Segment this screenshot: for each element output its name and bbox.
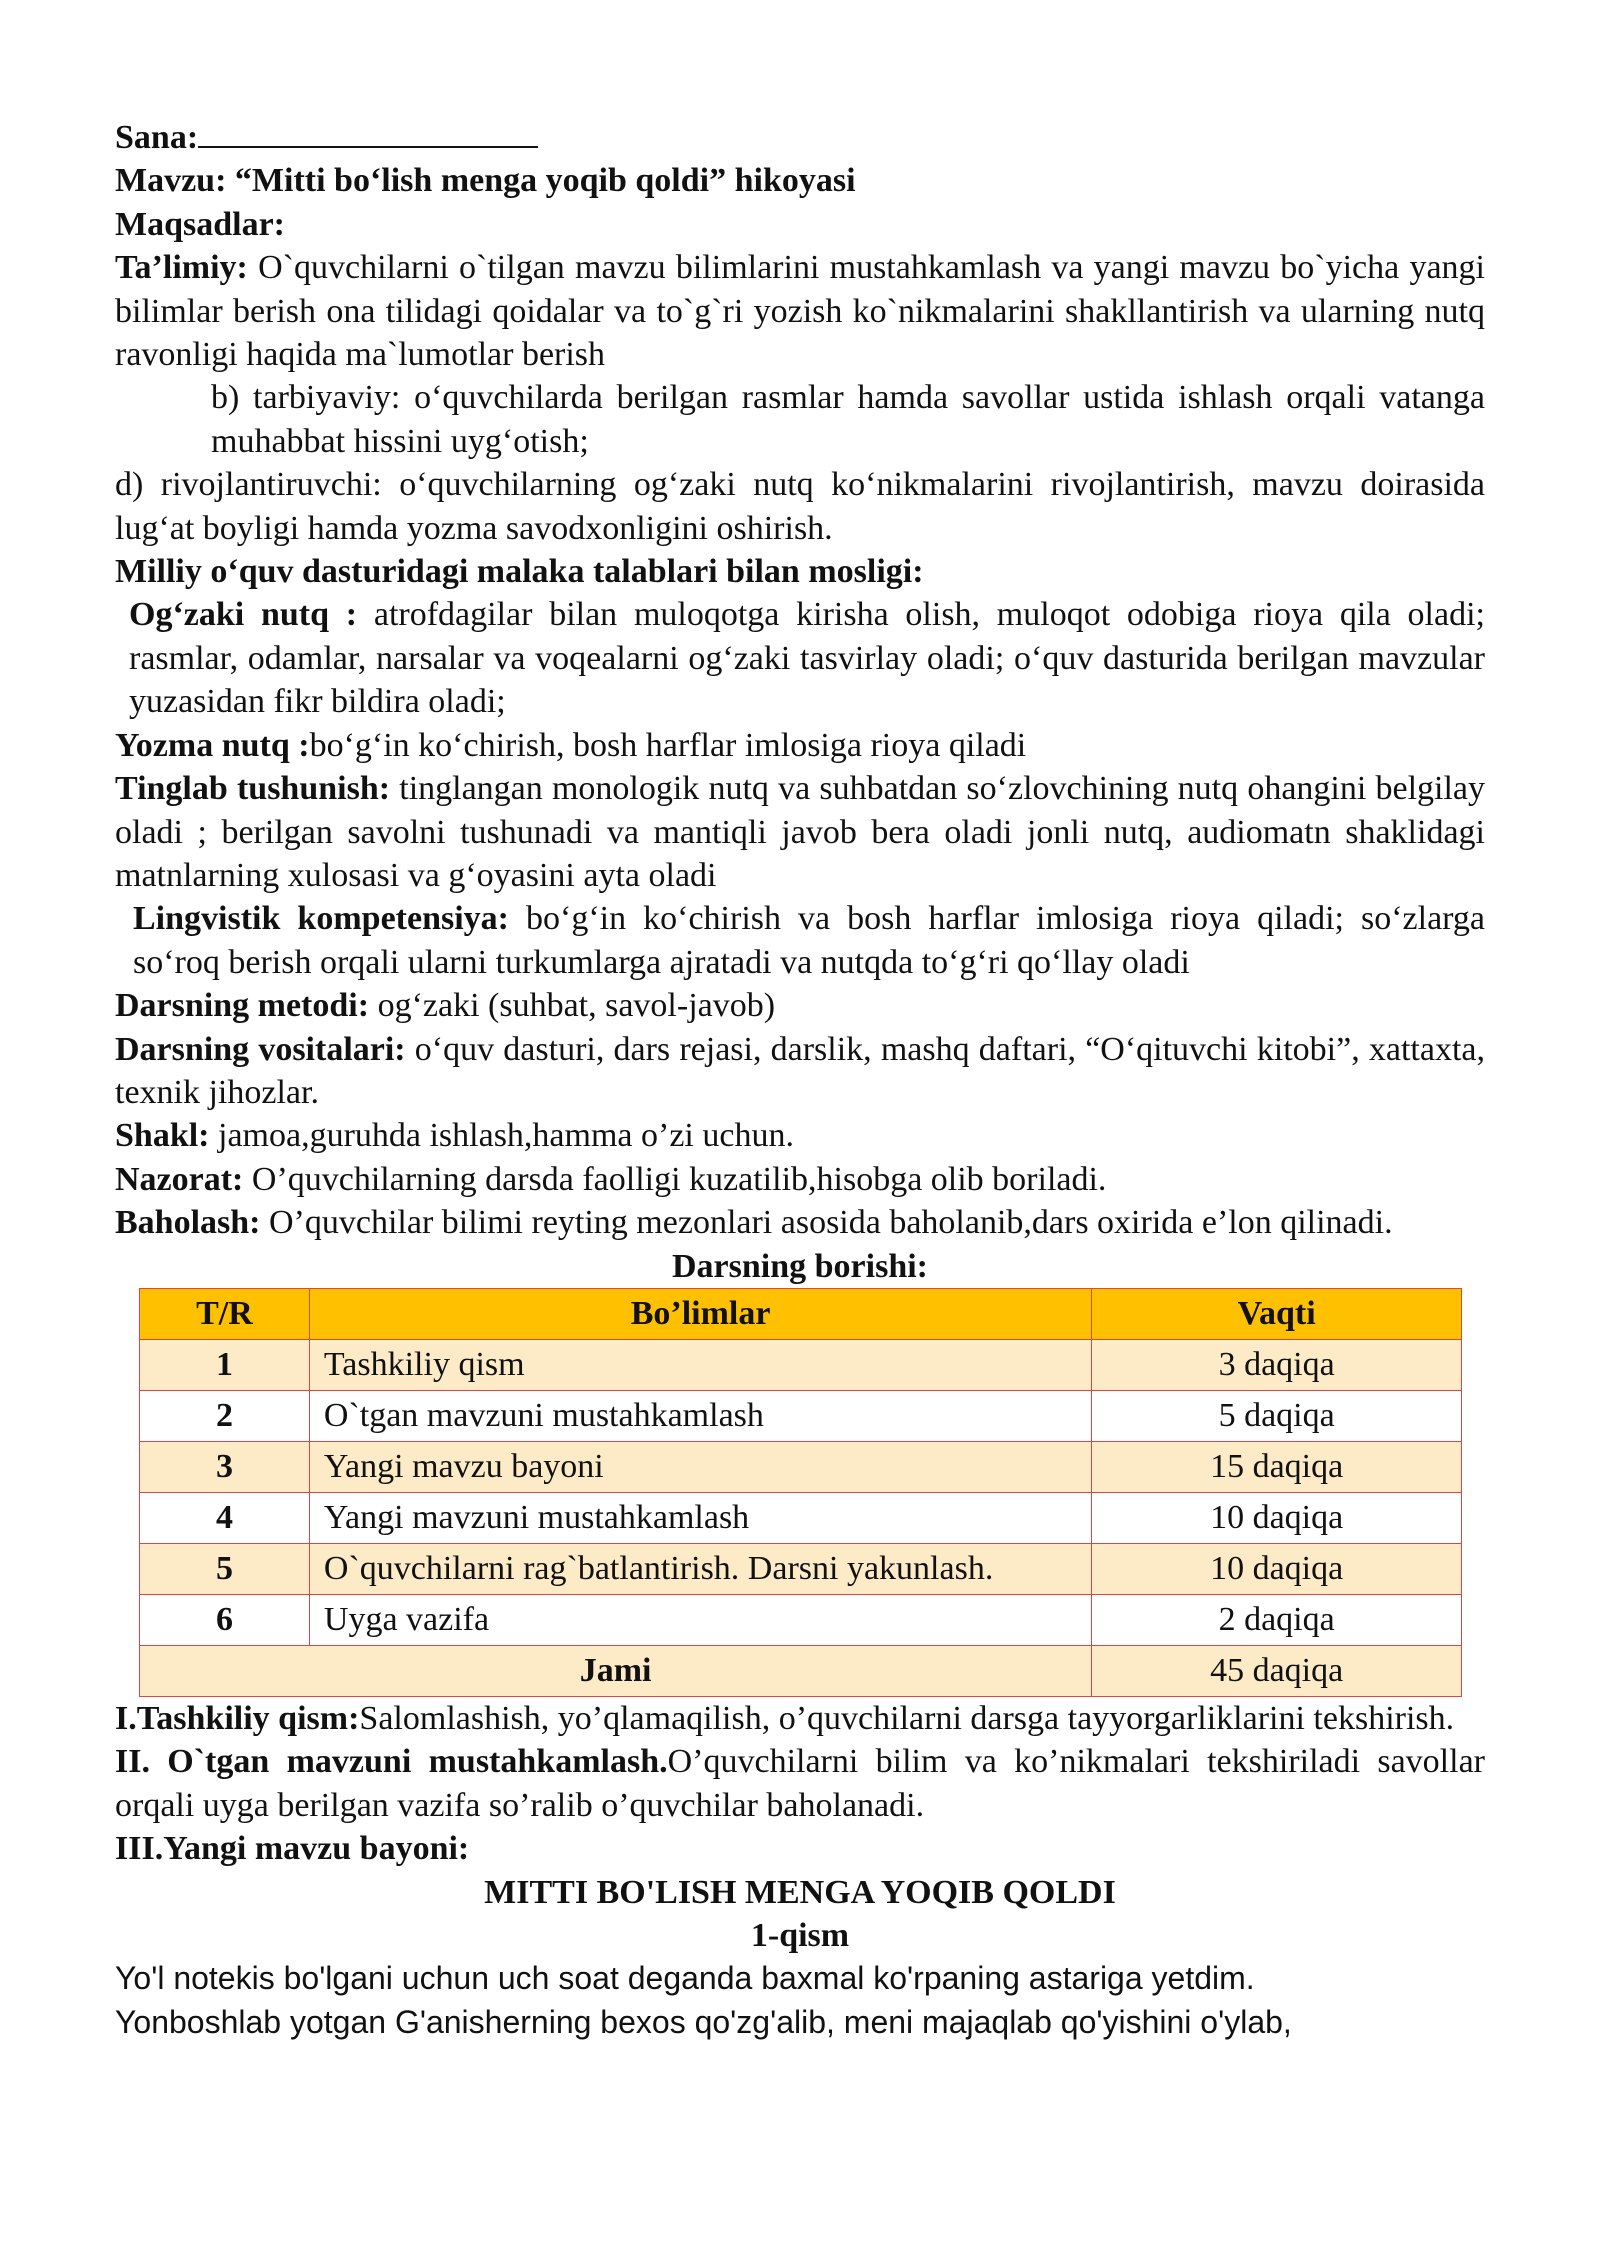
table-title: Darsning borishi:	[672, 1247, 928, 1285]
goal-talimiy-label: Ta’limiy:	[115, 249, 248, 287]
standard-ogzaki-label: Og‘zaki nutq :	[129, 596, 358, 634]
section-2-label: II. O`tgan mavzuni mustahkamlash.	[115, 1743, 668, 1781]
story-line: Yonboshlab yotgan G'anisherning bexos qo'zg'alib, meni majaqlab qo'yishini o'ylab,	[115, 2003, 1292, 2040]
standard-tinglab-text: tinglangan monologik nutq va suhbatdan so‘zlovchining nutq ohangini belgilay oladi ; berilgan savolni tushunadi va mantiqli javob bera oladi jonli nutq, audiomatn shaklidagi matnlarning xulosasi va g‘oyasini ayta oladi	[115, 770, 1486, 894]
table-row	[140, 1339, 1462, 1390]
row-number: 4	[140, 1492, 310, 1543]
standard-tinglab-label: Tinglab tushunish:	[115, 770, 391, 808]
row-section: O`tgan mavzuni mustahkamlash	[309, 1390, 1091, 1441]
row-time: 2 daqiqa	[1092, 1594, 1462, 1645]
date-label: Sana:	[115, 119, 199, 156]
row-time: 10 daqiqa	[1092, 1492, 1462, 1543]
total-time: 45 daqiqa	[1092, 1645, 1462, 1696]
lesson-tools-label: Darsning vositalari:	[115, 1030, 406, 1068]
section-2-text: O’quvchilarni bilim va ko’nikmalari tekshiriladi savollar orqali uyga berilgan vazifa so’ralib o’quvchilar baholanadi.	[115, 1743, 1485, 1824]
topic-label: Mavzu:	[115, 162, 227, 200]
lesson-method-text: og‘zaki (suhbat, savol-javob)	[369, 987, 776, 1025]
date-blank	[198, 112, 538, 148]
document-page	[115, 112, 1485, 2044]
section-1-text: Salomlashish, yo’qlamaqilish, o’quvchilarni darsga tayyorgarliklarini tekshirish.	[359, 1699, 1455, 1737]
standard-ogzaki-text: atrofdagilar bilan muloqotga kirisha olish, muloqot odobiga rioya qila oladi; rasmlar, odamlar, narsalar va voqealarni og‘zaki tasvirlay oladi; o‘quv dasturida berilgan mavzular yuzasidan fikr bildira oladi;	[129, 596, 1485, 721]
standards-heading: Milliy o‘quv dasturidagi malaka talablari bilan mosligi:	[115, 553, 924, 591]
row-number: 5	[140, 1543, 310, 1594]
lesson-control	[115, 1158, 1485, 1201]
lesson-method-label: Darsning metodi:	[115, 987, 370, 1025]
story-title: MITTI BO'LISH MENGA YOQIB QOLDI	[484, 1873, 1116, 1911]
lesson-control-text: O’quvchilarning darsda faolligi kuzatilib,hisobga olib boriladi.	[243, 1160, 1107, 1198]
standard-yozma-text: bo‘g‘in ko‘chirish, bosh harflar imlosiga rioya qiladi	[309, 726, 1027, 764]
table-total-row	[140, 1645, 1462, 1696]
row-section: Yangi mavzu bayoni	[309, 1441, 1091, 1492]
standard-lingvistik-label: Lingvistik kompetensiya:	[133, 900, 509, 938]
lesson-plan-table-wrap	[139, 1288, 1462, 1697]
header-tr: T/R	[140, 1288, 310, 1339]
section-3-label: III.Yangi mavzu bayoni:	[115, 1830, 470, 1868]
row-time: 5 daqiqa	[1092, 1390, 1462, 1441]
lesson-form-label: Shakl:	[115, 1117, 210, 1155]
section-2	[115, 1740, 1485, 1827]
row-time: 10 daqiqa	[1092, 1543, 1462, 1594]
section-1	[115, 1697, 1485, 1740]
lesson-form	[115, 1114, 1485, 1157]
lesson-assessment	[115, 1201, 1485, 1244]
lesson-control-label: Nazorat:	[115, 1160, 244, 1198]
topic-line	[115, 159, 1485, 202]
row-number: 2	[140, 1390, 310, 1441]
story-line: Yo'l notekis bo'lgani uchun uch soat deganda baxmal ko'rpaning astariga yetdim.	[115, 1960, 1255, 1997]
row-time: 3 daqiqa	[1092, 1339, 1462, 1390]
goal-tarbiyaviy: b) tarbiyaviy: o‘quvchilarda berilgan rasmlar hamda savollar ustida ishlash orqali vatanga muhabbat hissini uyg‘otish;	[211, 379, 1485, 460]
standard-yozma	[115, 724, 1485, 767]
row-number: 1	[140, 1339, 310, 1390]
section-1-label: I.Tashkiliy qism:	[115, 1699, 360, 1737]
standard-ogzaki	[115, 593, 1485, 723]
lesson-tools-text: o‘quv dasturi, dars rejasi, darslik, mashq daftari, “O‘qituvchi kitobi”, xattaxta, texnik jihozlar.	[115, 1030, 1485, 1111]
standard-lingvistik-text: bo‘g‘in ko‘chirish va bosh harflar imlosiga rioya qiladi; so‘zlarga so‘roq berish orqali ularni turkumlarga ajratadi va nutqda to‘g‘ri qo‘llay oladi	[133, 900, 1485, 981]
goal-talimiy-text: O`quvchilarni o`tilgan mavzu bilimlarini mustahkamlash va yangi mavzu bo`yicha yangi bilimlar berish ona tilidagi qoidalar va to`g`ri yozish ko`nikmalarini shakllantirish va ularning nutq ravonligi haqida ma`lumotlar berish	[115, 249, 1485, 374]
goals-heading: Maqsadlar:	[115, 205, 285, 243]
table-row	[140, 1594, 1462, 1645]
lesson-assessment-label: Baholash:	[115, 1204, 261, 1242]
lesson-method	[115, 984, 1485, 1027]
table-row	[140, 1492, 1462, 1543]
row-number: 6	[140, 1594, 310, 1645]
header-time: Vaqti	[1092, 1288, 1462, 1339]
row-section: Tashkiliy qism	[309, 1339, 1091, 1390]
standard-lingvistik	[115, 897, 1485, 984]
table-header-row	[140, 1288, 1462, 1339]
table-row	[140, 1441, 1462, 1492]
goal-talimiy	[115, 246, 1485, 376]
standard-tinglab	[115, 767, 1485, 897]
topic-text: “Mitti bo‘lish menga yoqib qoldi” hikoyasi	[234, 162, 856, 200]
lesson-form-text: jamoa,guruhda ishlash,hamma o’zi uchun.	[209, 1117, 794, 1155]
story-part: 1-qism	[750, 1917, 850, 1954]
total-label: Jami	[140, 1645, 1092, 1696]
date-line	[115, 112, 1485, 159]
lesson-plan-table	[139, 1288, 1462, 1697]
standard-yozma-label: Yozma nutq :	[115, 726, 310, 764]
lesson-assessment-text: O’quvchilar bilimi reyting mezonlari asosida baholanib,dars oxirida e’lon qilinadi.	[260, 1204, 1393, 1242]
row-section: Yangi mavzuni mustahkamlash	[309, 1492, 1091, 1543]
row-time: 15 daqiqa	[1092, 1441, 1462, 1492]
goal-rivojlantiruvchi: d) rivojlantiruvchi: o‘quvchilarning og‘zaki nutq ko‘nikmalarini rivojlantirish, mavzu doirasida lug‘at boyligi hamda yozma savodxonligini oshirish.	[115, 466, 1485, 547]
table-row	[140, 1543, 1462, 1594]
table-row	[140, 1390, 1462, 1441]
row-section: Uyga vazifa	[309, 1594, 1091, 1645]
header-sections: Bo’limlar	[309, 1288, 1091, 1339]
row-section: O`quvchilarni rag`batlantirish. Darsni yakunlash.	[309, 1543, 1091, 1594]
row-number: 3	[140, 1441, 310, 1492]
lesson-tools	[115, 1028, 1485, 1115]
